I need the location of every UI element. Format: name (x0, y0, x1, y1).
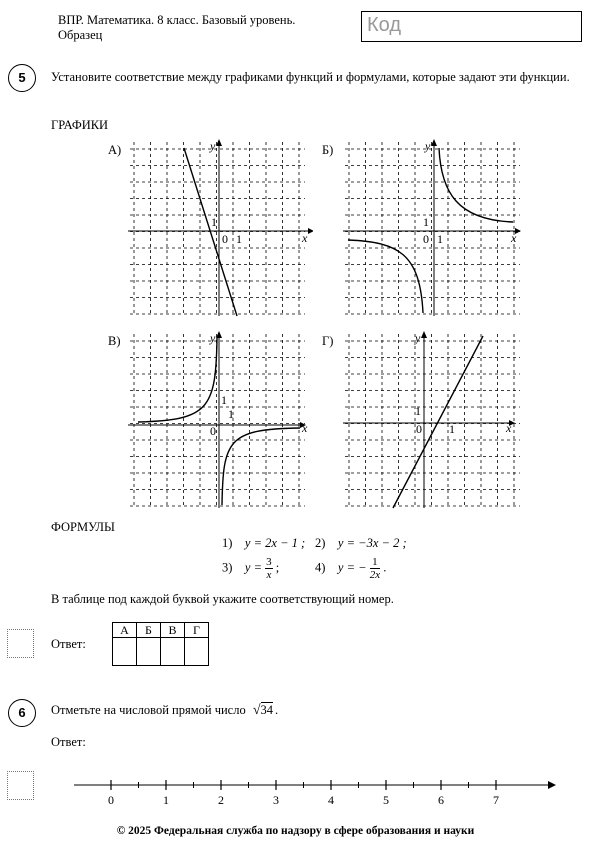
answer-table (112, 622, 209, 666)
score-box (7, 629, 34, 658)
answer-label: Ответ: (51, 735, 86, 749)
unit-y-label: 1 (423, 215, 429, 229)
formula-number: 4) (315, 560, 326, 575)
y-axis-label: y (415, 331, 421, 345)
y-axis-label: y (210, 331, 216, 345)
unit-x-label: 1 (228, 407, 234, 421)
y-axis-label: y (210, 139, 216, 153)
fraction (265, 556, 273, 581)
task-text (51, 703, 278, 719)
tick-label: 5 (383, 793, 389, 807)
graph-g (343, 330, 528, 510)
graph-label-b: Б) (322, 143, 334, 157)
task-text-after: . (275, 703, 279, 717)
table-header-a: А (113, 623, 137, 638)
formula-number: 3) (222, 560, 233, 575)
formula-expression: y = −3x − 2 ; (337, 536, 407, 550)
tick-label: 3 (273, 793, 279, 807)
numerator: 1 (370, 556, 380, 569)
formula-lhs: y = (244, 560, 263, 575)
tick-label: 6 (438, 793, 444, 807)
number-line[interactable] (70, 776, 560, 810)
answer-cell-v[interactable] (161, 638, 185, 666)
denominator: x (266, 569, 272, 581)
formula-3 (222, 556, 279, 581)
unit-x-label: 1 (449, 422, 455, 436)
formula-1 (222, 536, 305, 551)
header-subtitle: Образец (58, 28, 103, 42)
task-text-before: Отметьте на числовой прямой число (51, 703, 246, 717)
tick-label: 1 (163, 793, 169, 807)
formula-expression: y = 2x − 1 ; (244, 536, 306, 550)
formula-2 (315, 536, 407, 551)
answer-label: Ответ: (51, 637, 86, 651)
unit-x-label: 1 (236, 232, 242, 246)
task-text: Установите соответствие между графиками функций и формулами, которые задают эти функции. (51, 70, 570, 84)
formula-number: 2) (315, 536, 326, 550)
x-axis-label: x (506, 421, 512, 435)
x-axis-label: x (302, 421, 308, 435)
graph-label-a: А) (108, 143, 122, 157)
origin-label: 0 (423, 232, 429, 246)
origin-label: 0 (416, 422, 422, 436)
formula-4 (315, 556, 386, 581)
tick-label: 7 (493, 793, 499, 807)
task-number: 5 (8, 64, 36, 92)
table-header-b: Б (137, 623, 161, 638)
formula-tail: . (383, 560, 387, 575)
score-box (7, 771, 34, 800)
instruction-text: В таблице под каждой буквой укажите соответствующий номер. (51, 592, 394, 606)
origin-label: 0 (210, 424, 216, 438)
denominator: 2x (369, 569, 381, 581)
table-header-g: Г (185, 623, 209, 638)
task-number: 6 (8, 699, 36, 727)
formula-tail: ; (275, 560, 280, 575)
origin-label: 0 (222, 232, 228, 246)
graph-v (128, 330, 313, 510)
graph-a (128, 138, 313, 318)
sqrt-value: 34 (260, 703, 274, 717)
header (58, 13, 295, 43)
x-axis-label: x (302, 231, 308, 245)
unit-x-label: 1 (437, 232, 443, 246)
tick-label: 2 (218, 793, 224, 807)
formula-number: 1) (222, 536, 233, 550)
answer-cell-a[interactable] (113, 638, 137, 666)
unit-y-label: 1 (221, 393, 227, 407)
unit-y-label: 1 (211, 215, 217, 229)
y-axis-label: y (425, 139, 431, 153)
graph-label-v: В) (108, 334, 121, 348)
formula-lhs: y = − (337, 560, 367, 575)
x-axis-label: x (511, 231, 517, 245)
graph-b (343, 138, 528, 318)
sqrt-expression: √34 (252, 703, 274, 718)
graph-label-g: Г) (322, 334, 334, 348)
unit-y-label: 1 (415, 404, 421, 418)
tick-label: 0 (108, 793, 114, 807)
table-header-v: В (161, 623, 185, 638)
answer-cell-g[interactable] (185, 638, 209, 666)
header-title: ВПР. Математика. 8 класс. Базовый уровень. (58, 13, 296, 27)
footer: © 2025 Федеральная служба по надзору в сфере образования и науки (116, 825, 475, 837)
graphs-heading: ГРАФИКИ (51, 118, 109, 132)
code-field[interactable] (361, 11, 582, 42)
answer-cell-b[interactable] (137, 638, 161, 666)
formulas-heading: ФОРМУЛЫ (51, 520, 115, 534)
numerator: 3 (266, 556, 272, 568)
fraction (370, 556, 380, 581)
code-label: Код (367, 14, 402, 36)
tick-label: 4 (328, 793, 334, 807)
